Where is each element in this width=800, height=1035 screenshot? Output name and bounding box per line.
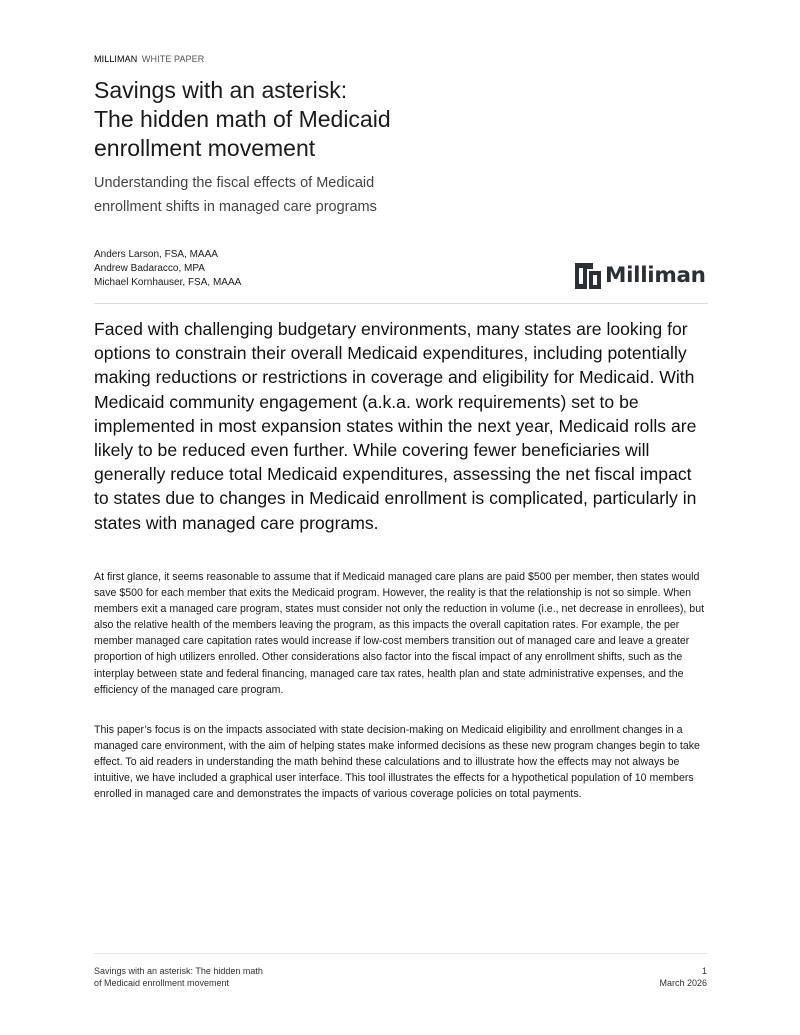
footer-title-line: Savings with an asterisk: The hidden math <box>94 966 263 976</box>
title-line: enrollment movement <box>94 135 316 161</box>
title-line: Savings with an asterisk: <box>94 77 348 103</box>
lead-paragraph: Faced with challenging budgetary environments, many states are looking for options to constrain their overall Medicaid expenditures, including potentially making reductions or restrictions in coverage and eligibility for Medicaid. With Medicaid community engagement (a.k.a. work requirements) set to be implemented in most expansion states within the next year, Medicaid rolls are likely to be reduced even further. While covering fewer beneficiaries will generally reduce total Medicaid expenditures, assessing the net fiscal impact to states due to changes in Medicaid enrollment is complicated, particularly in states with managed care programs. <box>94 319 697 533</box>
author-name: Anders Larson, FSA, MAAA <box>94 249 218 260</box>
footer-meta <box>659 965 707 989</box>
author-name: Michael Kornhauser, FSA, MAAA <box>94 277 242 288</box>
author-list <box>94 248 241 290</box>
paper-subtitle <box>94 171 424 219</box>
header-brand: MILLIMAN <box>94 54 138 64</box>
milliman-logo-icon <box>575 263 601 289</box>
header-divider <box>94 303 708 304</box>
subtitle-line: enrollment shifts in managed care programs <box>94 199 377 215</box>
page-number: 1 <box>701 966 707 976</box>
paper-title <box>94 76 514 163</box>
footer-title-line: of Medicaid enrollment movement <box>94 978 230 988</box>
footer-title <box>94 965 263 989</box>
milliman-logo <box>575 263 706 289</box>
author-name: Andrew Badaracco, MPA <box>94 263 205 274</box>
subtitle-line: Understanding the fiscal effects of Medicaid <box>94 175 375 191</box>
footer-divider <box>94 953 708 954</box>
document-type-label <box>94 54 204 64</box>
publication-date: March 2026 <box>659 978 707 988</box>
title-line: The hidden math of Medicaid <box>94 106 391 132</box>
header-kind: WHITE PAPER <box>141 54 205 64</box>
body-paragraph: This paper’s focus is on the impacts associated with state decision-making on Medicaid eligibility and enrollment changes in a managed care environment, with the aim of helping states make informed decisions as these new program changes begin to take effect. To aid readers in understanding the math behind these calculations and to illustrate how the effects may not always be intuitive, we have included a graphical user interface. This tool illustrates the effects for a hypothetical population of 10 members enrolled in managed care and demonstrates the impacts of various coverage policies on total payments. <box>94 724 700 801</box>
milliman-logo-text: Milliman <box>605 263 706 289</box>
body-paragraph: At first glance, it seems reasonable to assume that if Medicaid managed care plans are paid $500 per member, then states would save $500 for each member that exits the Medicaid program. However, the reality is that the relationship is not so simple. When members exit a managed care program, states must consider not only the reduction in volume (i.e., net decrease in enrollees), but also the relative health of the members leaving the program, as this impacts the overall capitation rates. For example, the per member managed care capitation rates would increase if low-cost members transition out of managed care and leave a greater proportion of high utilizers enrolled. Other considerations also factor into the fiscal impact of any enrollment shifts, such as the interplay between state and federal financing, managed care tax rates, health plan and state administrative expenses, and the efficiency of the managed care program. <box>94 571 705 696</box>
